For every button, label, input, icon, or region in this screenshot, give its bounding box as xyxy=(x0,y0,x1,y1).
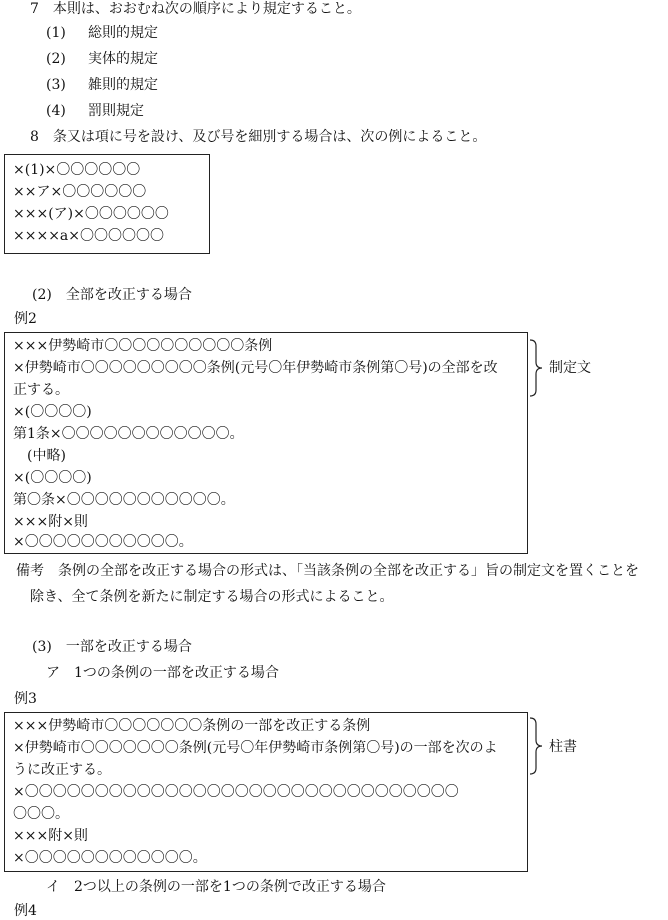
right-brace-icon xyxy=(528,338,548,398)
box-line: ×伊勢崎市〇〇〇〇〇〇〇条例(元号〇年伊勢崎市条例第〇号)の一部を次のよ xyxy=(13,740,498,756)
box-line: 第〇条×〇〇〇〇〇〇〇〇〇〇〇。 xyxy=(13,492,235,508)
list-item-number: (3) xyxy=(46,77,66,93)
box-line: 第1条×〇〇〇〇〇〇〇〇〇〇〇〇。 xyxy=(13,426,244,442)
box-line: 正する。 xyxy=(13,382,69,398)
section-8-heading: 8 条又は項に号を設け、及び号を細別する場合は、次の例によること。 xyxy=(30,129,487,145)
brace-label-enactment: 制定文 xyxy=(549,360,591,376)
section-7-heading: 7 本則は、おおむね次の順序により規定すること。 xyxy=(30,1,361,17)
list-item-number: (4) xyxy=(46,103,66,119)
part-2-heading: (2) 全部を改正する場合 xyxy=(32,287,192,303)
box-line: 〇〇〇。 xyxy=(13,806,69,822)
box-line: ×(1)×〇〇〇〇〇〇 xyxy=(13,162,141,178)
example-2-box xyxy=(4,332,528,554)
list-item xyxy=(46,102,144,120)
box-line: ×××附×則 xyxy=(13,828,88,844)
box-line: ×(〇〇〇〇) xyxy=(13,470,92,486)
box-line: ×〇〇〇〇〇〇〇〇〇〇〇。 xyxy=(13,534,193,550)
list-item-text: 実体的規定 xyxy=(88,51,158,67)
list-item-text: 罰則規定 xyxy=(88,103,144,119)
part-3-heading: (3) 一部を改正する場合 xyxy=(32,639,192,655)
example-3-box xyxy=(4,712,528,872)
box-line: ×××伊勢崎市〇〇〇〇〇〇〇〇〇〇条例 xyxy=(13,338,273,354)
list-item xyxy=(46,24,158,42)
list-item-number: (2) xyxy=(46,51,66,67)
list-item xyxy=(46,76,158,94)
list-item-text: 総則的規定 xyxy=(88,25,158,41)
numbering-example-box xyxy=(4,154,210,254)
box-line: ×伊勢崎市〇〇〇〇〇〇〇〇〇条例(元号〇年伊勢崎市条例第〇号)の全部を改 xyxy=(13,360,498,376)
right-brace-icon xyxy=(528,716,548,776)
brace-label-main-clause: 柱書 xyxy=(549,739,577,755)
note-line: 除き、全て条例を新たに制定する場合の形式によること。 xyxy=(30,589,394,605)
list-item-number: (1) xyxy=(46,25,66,41)
example-4-label: 例4 xyxy=(14,903,37,919)
box-line: ×××(ア)×〇〇〇〇〇〇 xyxy=(13,206,169,222)
list-item xyxy=(46,50,158,68)
box-line: ×〇〇〇〇〇〇〇〇〇〇〇〇〇〇〇〇〇〇〇〇〇〇〇〇〇〇〇〇〇〇〇 xyxy=(13,784,459,800)
list-item-text: 雑則的規定 xyxy=(88,77,158,93)
note-line: 備考 条例の全部を改正する場合の形式は、「当該条例の全部を改正する」旨の制定文を置くことを xyxy=(16,563,639,579)
box-line: ××ア×〇〇〇〇〇〇 xyxy=(13,184,147,200)
box-line: ×(〇〇〇〇) xyxy=(13,404,92,420)
box-line: ××××a×〇〇〇〇〇〇 xyxy=(13,228,164,244)
box-line: うに改正する。 xyxy=(13,762,111,778)
example-2-label: 例2 xyxy=(14,311,37,327)
box-line: (中略) xyxy=(13,448,66,464)
box-line: ×〇〇〇〇〇〇〇〇〇〇〇〇。 xyxy=(13,850,207,866)
box-line: ×××附×則 xyxy=(13,514,88,530)
box-line: ×××伊勢崎市〇〇〇〇〇〇〇条例の一部を改正する条例 xyxy=(13,718,371,734)
example-3-label: 例3 xyxy=(14,691,37,707)
sub-heading-i: イ 2つ以上の条例の一部を1つの条例で改正する場合 xyxy=(46,879,386,895)
sub-heading-a: ア 1つの条例の一部を改正する場合 xyxy=(46,665,279,681)
